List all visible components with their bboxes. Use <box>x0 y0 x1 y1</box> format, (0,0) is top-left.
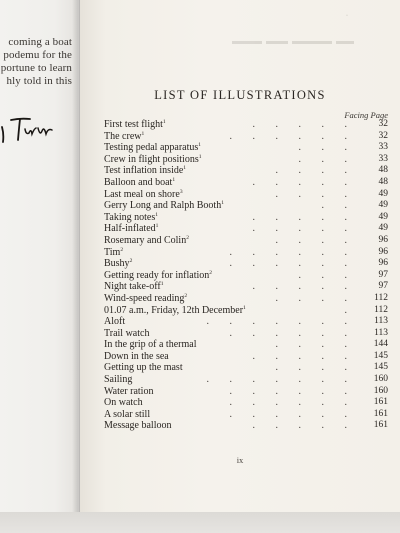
credit-note-marker: 2 <box>129 258 133 265</box>
caption-text: Last meal on shore <box>104 188 180 200</box>
credit-note-marker: 1 <box>183 165 187 172</box>
caption-text: The crew <box>104 130 142 142</box>
dot-leader: . . . . <box>275 234 356 246</box>
caption-text: Message balloon <box>104 420 172 432</box>
list-item <box>104 397 400 409</box>
list-item <box>104 328 400 340</box>
list-item <box>104 420 400 432</box>
caption-text: Aloft <box>104 316 126 328</box>
caption-text: Night take-off <box>104 281 161 293</box>
right-page <box>80 0 400 533</box>
caption-text: Wind-speed reading <box>104 292 185 304</box>
list-item <box>104 200 400 212</box>
facing-left-page <box>0 0 78 533</box>
facing-page-number: 112 <box>374 292 388 303</box>
caption-text: Gerry Long and Ralph Booth <box>104 200 222 212</box>
dot-leader: . . . . . <box>252 211 356 223</box>
list-item <box>104 386 400 398</box>
facing-page-number: 49 <box>378 223 388 234</box>
dot-leader: . . . . . . <box>229 327 356 339</box>
facing-page-number: 49 <box>378 200 388 211</box>
list-item <box>104 235 400 247</box>
facing-page-number: 32 <box>378 119 388 129</box>
facing-page-number: 48 <box>378 165 388 176</box>
dot-leader: . . . <box>298 269 356 281</box>
page-mark: · <box>346 13 348 19</box>
list-item <box>104 142 400 154</box>
list-item <box>104 316 400 328</box>
left-page-text-line: hly told in this <box>6 75 72 87</box>
dot-leader: . . . . . <box>252 281 356 293</box>
facing-page-number: 96 <box>378 246 388 257</box>
caption-text: First test flight <box>104 119 163 130</box>
facing-page-number: 160 <box>373 374 388 385</box>
facing-page-number: 32 <box>378 130 388 141</box>
facing-page-number: 49 <box>378 211 388 222</box>
credit-note-marker: 1 <box>155 223 159 230</box>
list-item <box>104 305 400 317</box>
table-surface <box>0 512 400 533</box>
credit-note-marker: 2 <box>209 269 212 276</box>
dot-leader: . . . . . . <box>229 397 356 409</box>
list-item <box>104 119 400 131</box>
page-number: ix <box>236 455 244 465</box>
caption-text: A solar still <box>104 408 151 420</box>
list-item <box>104 339 400 351</box>
caption-text: Balloon and boat <box>104 176 173 188</box>
caption-text: Testing pedal apparatus <box>104 142 199 154</box>
facing-page-number: 160 <box>373 385 388 396</box>
left-page-text-line: coming a boat <box>8 36 72 48</box>
facing-page-number: 113 <box>374 316 388 327</box>
dot-leader: . . . . <box>275 188 356 200</box>
credit-note-marker: 1 <box>162 119 166 125</box>
list-item <box>104 247 400 259</box>
facing-page-number: 33 <box>378 142 388 153</box>
list-item <box>104 189 400 201</box>
caption-text: Bushy <box>104 258 130 270</box>
caption-text: Trail watch <box>104 327 150 339</box>
left-page-text-line: podemu for the <box>3 49 72 61</box>
list-item <box>104 409 400 421</box>
list-item <box>104 362 400 374</box>
facing-page-number: 33 <box>378 153 388 164</box>
facing-page-number: 97 <box>378 269 388 280</box>
dot-leader: . . . . . <box>252 223 356 235</box>
credit-note-marker: 1 <box>141 130 145 137</box>
dot-leader: . . <box>321 200 356 212</box>
illustrations-list <box>104 119 400 432</box>
dot-leader: . . . . . . <box>229 408 356 420</box>
list-item <box>104 281 400 293</box>
facing-page-number: 145 <box>373 362 388 373</box>
list-item <box>104 223 400 235</box>
dot-leader: . . . <box>298 142 356 154</box>
list-item <box>104 165 400 177</box>
dot-leader: . . . . <box>275 165 356 177</box>
caption-text: Taking notes <box>104 211 156 223</box>
credit-note-marker: 1 <box>172 176 176 183</box>
credit-note-marker: 3 <box>179 188 183 195</box>
credit-note-marker: 1 <box>221 200 224 207</box>
facing-page-number: 96 <box>378 258 388 269</box>
credit-note-marker: 1 <box>198 153 202 160</box>
dot-leader: . <box>344 304 356 316</box>
facing-page-number: 112 <box>374 304 388 315</box>
dot-leader: . . . . . <box>252 350 356 362</box>
credit-note-marker: 1 <box>160 281 164 288</box>
dot-leader: . . . . . . <box>229 385 356 397</box>
dot-leader: . . . . . . . <box>206 316 356 328</box>
facing-page-number: 49 <box>378 188 388 199</box>
caption-text: Getting up the mast <box>104 362 183 374</box>
caption-text: Half-inflated <box>104 223 156 235</box>
caption-text: Water ration <box>104 385 154 397</box>
credit-note-marker: 1 <box>243 304 246 311</box>
credit-note-marker: 2 <box>120 246 124 253</box>
caption-text: Rosemary and Colin <box>104 234 187 246</box>
dot-leader: . . . . <box>275 292 356 304</box>
dot-leader: . . . . . <box>252 119 356 130</box>
facing-page-number: 96 <box>378 234 388 245</box>
left-page-text-line: portune to learn <box>0 62 72 74</box>
dot-leader: . . . . . . . <box>206 374 356 386</box>
caption-text: Sailing <box>104 374 133 386</box>
caption-text: In the grip of a thermal <box>104 339 197 351</box>
caption-text: Getting ready for inflation <box>104 269 210 281</box>
list-item <box>104 293 400 305</box>
facing-page-number: 48 <box>378 176 388 187</box>
credit-note-marker: 2 <box>184 292 188 299</box>
caption-text: Tim <box>104 246 121 258</box>
credit-note-marker: 1 <box>155 211 158 218</box>
caption-text: Crew in flight positions <box>104 153 199 165</box>
dot-leader: . . . . . . <box>229 246 356 258</box>
list-item <box>104 374 400 386</box>
caption-text: Test inflation inside <box>104 165 184 177</box>
list-item <box>104 212 400 224</box>
list-item <box>104 154 400 166</box>
dot-leader: . . . <box>298 153 356 165</box>
facing-page-number: 97 <box>378 281 388 292</box>
handwritten-signature <box>0 114 54 146</box>
credit-note-marker: 1 <box>198 142 202 149</box>
list-item <box>104 131 400 143</box>
caption-text: Down in the sea <box>104 350 169 362</box>
list-item <box>104 270 400 282</box>
facing-page-number: 144 <box>373 339 388 350</box>
show-through-text <box>232 33 382 41</box>
page-title: LIST OF ILLUSTRATIONS <box>154 88 326 102</box>
facing-page-number: 161 <box>373 397 388 408</box>
facing-page-header: Facing Page <box>344 110 388 120</box>
dot-leader: . . . . . <box>252 420 356 432</box>
list-item <box>104 177 400 189</box>
caption-text: On watch <box>104 397 143 409</box>
list-item <box>104 258 400 270</box>
list-item <box>104 351 400 363</box>
facing-page-number: 161 <box>373 420 388 431</box>
facing-page-number: 145 <box>373 350 388 361</box>
dot-leader: . . . . . . <box>229 258 356 270</box>
credit-note-marker: 2 <box>186 234 189 241</box>
facing-page-number: 113 <box>374 327 388 338</box>
dot-leader: . . . . . . <box>229 130 356 142</box>
dot-leader: . . . . <box>275 339 356 351</box>
caption-text: 01.07 a.m., Friday, 12th December <box>104 304 244 316</box>
dot-leader: . . . . . <box>252 176 356 188</box>
facing-page-number: 161 <box>373 408 388 419</box>
dot-leader: . . . . <box>275 362 356 374</box>
